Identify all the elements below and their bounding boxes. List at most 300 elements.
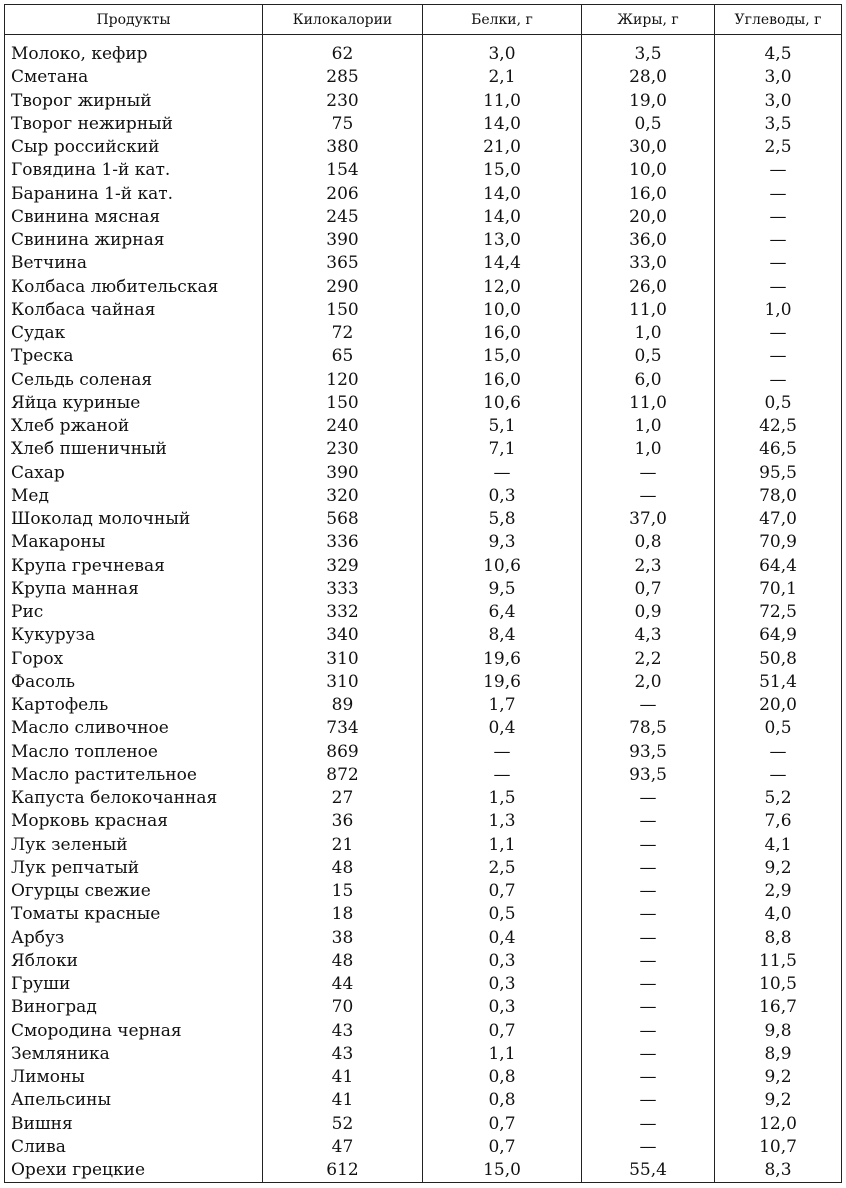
protein-value: 21,0: [423, 136, 582, 159]
carbs-value: —: [715, 741, 842, 764]
kcal-value: 320: [263, 485, 423, 508]
protein-value: 16,0: [423, 322, 582, 345]
kcal-value: 41: [263, 1089, 423, 1112]
table-row: [5, 810, 842, 833]
table-row: [5, 345, 842, 368]
kcal-value: 734: [263, 717, 423, 740]
protein-value: 7,1: [423, 438, 582, 461]
product-name: Горох: [5, 648, 263, 671]
protein-value: 3,0: [423, 35, 582, 67]
kcal-value: 75: [263, 113, 423, 136]
kcal-value: 310: [263, 671, 423, 694]
fat-value: 20,0: [582, 206, 715, 229]
table-row: [5, 415, 842, 438]
product-name: Творог нежирный: [5, 113, 263, 136]
product-name: Хлеб ржаной: [5, 415, 263, 438]
table-row: [5, 950, 842, 973]
table-row: [5, 857, 842, 880]
product-name: Масло сливочное: [5, 717, 263, 740]
carbs-value: 10,7: [715, 1136, 842, 1159]
product-name: Крупа гречневая: [5, 555, 263, 578]
carbs-value: 7,6: [715, 810, 842, 833]
product-name: Хлеб пшеничный: [5, 438, 263, 461]
protein-value: —: [423, 741, 582, 764]
carbs-value: 42,5: [715, 415, 842, 438]
protein-value: 9,3: [423, 531, 582, 554]
table-row: [5, 90, 842, 113]
table-row: [5, 601, 842, 624]
carbs-value: 95,5: [715, 462, 842, 485]
product-name: Апельсины: [5, 1089, 263, 1112]
protein-value: 0,7: [423, 1136, 582, 1159]
kcal-value: 568: [263, 508, 423, 531]
carbs-value: —: [715, 252, 842, 275]
table-row: [5, 555, 842, 578]
fat-value: 0,9: [582, 601, 715, 624]
product-name: Колбаса чайная: [5, 299, 263, 322]
protein-value: 13,0: [423, 229, 582, 252]
kcal-value: 329: [263, 555, 423, 578]
carbs-value: —: [715, 183, 842, 206]
table-header: [5, 5, 842, 35]
product-name: Смородина черная: [5, 1020, 263, 1043]
table-row: [5, 903, 842, 926]
carbs-value: 46,5: [715, 438, 842, 461]
table-row: [5, 299, 842, 322]
protein-value: —: [423, 462, 582, 485]
kcal-value: 333: [263, 578, 423, 601]
table-row: [5, 1089, 842, 1112]
product-name: Сельдь соленая: [5, 369, 263, 392]
fat-value: —: [582, 787, 715, 810]
product-name: Яйца куриные: [5, 392, 263, 415]
table-row: [5, 1159, 842, 1183]
kcal-value: 65: [263, 345, 423, 368]
carbs-value: —: [715, 764, 842, 787]
fat-value: 0,7: [582, 578, 715, 601]
protein-value: 15,0: [423, 345, 582, 368]
kcal-value: 154: [263, 159, 423, 182]
kcal-value: 44: [263, 973, 423, 996]
kcal-value: 380: [263, 136, 423, 159]
product-name: Виноград: [5, 996, 263, 1019]
kcal-value: 70: [263, 996, 423, 1019]
product-name: Сахар: [5, 462, 263, 485]
kcal-value: 27: [263, 787, 423, 810]
protein-value: 14,0: [423, 113, 582, 136]
protein-value: 11,0: [423, 90, 582, 113]
fat-value: —: [582, 973, 715, 996]
table-row: [5, 1043, 842, 1066]
fat-value: 33,0: [582, 252, 715, 275]
fat-value: 10,0: [582, 159, 715, 182]
product-name: Мед: [5, 485, 263, 508]
carbs-value: 3,0: [715, 90, 842, 113]
table-row: [5, 741, 842, 764]
fat-value: 28,0: [582, 66, 715, 89]
fat-value: 2,0: [582, 671, 715, 694]
protein-value: 14,0: [423, 183, 582, 206]
carbs-value: —: [715, 345, 842, 368]
fat-value: —: [582, 996, 715, 1019]
kcal-value: 336: [263, 531, 423, 554]
table-row: [5, 834, 842, 857]
carbs-value: 47,0: [715, 508, 842, 531]
table-row: [5, 996, 842, 1019]
protein-value: 0,8: [423, 1089, 582, 1112]
carbs-value: 9,2: [715, 1089, 842, 1112]
kcal-value: 62: [263, 35, 423, 67]
product-name: Лук репчатый: [5, 857, 263, 880]
fat-value: 36,0: [582, 229, 715, 252]
fat-value: 1,0: [582, 322, 715, 345]
kcal-value: 150: [263, 299, 423, 322]
protein-value: 19,6: [423, 648, 582, 671]
table-row: [5, 671, 842, 694]
table-row: [5, 392, 842, 415]
product-name: Говядина 1-й кат.: [5, 159, 263, 182]
table-row: [5, 694, 842, 717]
protein-value: 8,4: [423, 624, 582, 647]
product-name: Макароны: [5, 531, 263, 554]
carbs-value: 11,5: [715, 950, 842, 973]
protein-value: 10,6: [423, 392, 582, 415]
product-name: Молоко, кефир: [5, 35, 263, 67]
protein-value: 0,7: [423, 880, 582, 903]
kcal-value: 290: [263, 276, 423, 299]
carbs-value: 8,9: [715, 1043, 842, 1066]
fat-value: 0,5: [582, 345, 715, 368]
kcal-value: 120: [263, 369, 423, 392]
product-name: Шоколад молочный: [5, 508, 263, 531]
fat-value: —: [582, 810, 715, 833]
column-header-carbs: Углеводы, г: [715, 5, 842, 35]
carbs-value: 9,8: [715, 1020, 842, 1043]
fat-value: 6,0: [582, 369, 715, 392]
table-row: [5, 531, 842, 554]
kcal-value: 89: [263, 694, 423, 717]
product-name: Треска: [5, 345, 263, 368]
product-name: Творог жирный: [5, 90, 263, 113]
kcal-value: 72: [263, 322, 423, 345]
product-name: Сметана: [5, 66, 263, 89]
fat-value: 2,3: [582, 555, 715, 578]
table-row: [5, 276, 842, 299]
product-name: Земляника: [5, 1043, 263, 1066]
product-name: Морковь красная: [5, 810, 263, 833]
kcal-value: 365: [263, 252, 423, 275]
fat-value: 11,0: [582, 299, 715, 322]
carbs-value: 20,0: [715, 694, 842, 717]
carbs-value: 5,2: [715, 787, 842, 810]
product-name: Груши: [5, 973, 263, 996]
fat-value: —: [582, 950, 715, 973]
kcal-value: 340: [263, 624, 423, 647]
product-name: Яблоки: [5, 950, 263, 973]
kcal-value: 332: [263, 601, 423, 624]
carbs-value: 10,5: [715, 973, 842, 996]
table-row: [5, 787, 842, 810]
column-header-kcal: Килокалории: [263, 5, 423, 35]
table-row: [5, 113, 842, 136]
fat-value: —: [582, 1066, 715, 1089]
carbs-value: —: [715, 322, 842, 345]
fat-value: 55,4: [582, 1159, 715, 1183]
kcal-value: 240: [263, 415, 423, 438]
kcal-value: 38: [263, 927, 423, 950]
table-row: [5, 880, 842, 903]
carbs-value: 51,4: [715, 671, 842, 694]
fat-value: —: [582, 1043, 715, 1066]
carbs-value: 1,0: [715, 299, 842, 322]
table-row: [5, 35, 842, 67]
table-row: [5, 1113, 842, 1136]
kcal-value: 245: [263, 206, 423, 229]
table-row: [5, 973, 842, 996]
product-name: Колбаса любительская: [5, 276, 263, 299]
protein-value: 0,3: [423, 973, 582, 996]
protein-value: 5,1: [423, 415, 582, 438]
protein-value: 10,0: [423, 299, 582, 322]
carbs-value: —: [715, 206, 842, 229]
protein-value: 1,7: [423, 694, 582, 717]
fat-value: 3,5: [582, 35, 715, 67]
table-row: [5, 462, 842, 485]
kcal-value: 21: [263, 834, 423, 857]
protein-value: 6,4: [423, 601, 582, 624]
protein-value: 1,1: [423, 834, 582, 857]
fat-value: —: [582, 834, 715, 857]
protein-value: 5,8: [423, 508, 582, 531]
fat-value: —: [582, 462, 715, 485]
product-name: Лук зеленый: [5, 834, 263, 857]
protein-value: 0,4: [423, 717, 582, 740]
protein-value: 15,0: [423, 159, 582, 182]
kcal-value: 47: [263, 1136, 423, 1159]
protein-value: 19,6: [423, 671, 582, 694]
product-name: Крупа манная: [5, 578, 263, 601]
protein-value: 2,5: [423, 857, 582, 880]
table-row: [5, 369, 842, 392]
carbs-value: 3,0: [715, 66, 842, 89]
table-row: [5, 229, 842, 252]
kcal-value: 52: [263, 1113, 423, 1136]
product-name: Вишня: [5, 1113, 263, 1136]
kcal-value: 872: [263, 764, 423, 787]
fat-value: —: [582, 903, 715, 926]
table-row: [5, 717, 842, 740]
fat-value: 78,5: [582, 717, 715, 740]
carbs-value: 50,8: [715, 648, 842, 671]
protein-value: 0,5: [423, 903, 582, 926]
product-name: Картофель: [5, 694, 263, 717]
product-name: Лимоны: [5, 1066, 263, 1089]
carbs-value: 2,9: [715, 880, 842, 903]
table-row: [5, 485, 842, 508]
product-name: Кукуруза: [5, 624, 263, 647]
table-row: [5, 1020, 842, 1043]
carbs-value: 64,4: [715, 555, 842, 578]
table-row: [5, 252, 842, 275]
product-name: Томаты красные: [5, 903, 263, 926]
kcal-value: 390: [263, 462, 423, 485]
carbs-value: 9,2: [715, 857, 842, 880]
table-row: [5, 322, 842, 345]
kcal-value: 18: [263, 903, 423, 926]
kcal-value: 43: [263, 1043, 423, 1066]
column-header-products: Продукты: [5, 5, 263, 35]
fat-value: 11,0: [582, 392, 715, 415]
product-name: Свинина жирная: [5, 229, 263, 252]
carbs-value: 2,5: [715, 136, 842, 159]
kcal-value: 15: [263, 880, 423, 903]
kcal-value: 285: [263, 66, 423, 89]
product-name: Масло топленое: [5, 741, 263, 764]
fat-value: 16,0: [582, 183, 715, 206]
kcal-value: 36: [263, 810, 423, 833]
carbs-value: —: [715, 369, 842, 392]
protein-value: 0,3: [423, 950, 582, 973]
carbs-value: —: [715, 229, 842, 252]
product-name: Сыр российский: [5, 136, 263, 159]
table-row: [5, 648, 842, 671]
table-row: [5, 183, 842, 206]
table-body: [5, 35, 842, 1183]
carbs-value: 70,1: [715, 578, 842, 601]
carbs-value: 4,0: [715, 903, 842, 926]
protein-value: 14,0: [423, 206, 582, 229]
table-row: [5, 438, 842, 461]
table-row: [5, 508, 842, 531]
table-row: [5, 624, 842, 647]
table-row: [5, 927, 842, 950]
carbs-value: 78,0: [715, 485, 842, 508]
header-row: [5, 5, 842, 35]
fat-value: 93,5: [582, 741, 715, 764]
protein-value: —: [423, 764, 582, 787]
fat-value: —: [582, 485, 715, 508]
kcal-value: 43: [263, 1020, 423, 1043]
table-row: [5, 206, 842, 229]
product-name: Рис: [5, 601, 263, 624]
carbs-value: 9,2: [715, 1066, 842, 1089]
kcal-value: 48: [263, 857, 423, 880]
fat-value: —: [582, 694, 715, 717]
fat-value: 0,5: [582, 113, 715, 136]
protein-value: 9,5: [423, 578, 582, 601]
table-row: [5, 578, 842, 601]
carbs-value: 70,9: [715, 531, 842, 554]
product-name: Огурцы свежие: [5, 880, 263, 903]
column-header-protein: Белки, г: [423, 5, 582, 35]
table-row: [5, 1136, 842, 1159]
product-name: Свинина мясная: [5, 206, 263, 229]
protein-value: 10,6: [423, 555, 582, 578]
table-row: [5, 764, 842, 787]
carbs-value: 4,1: [715, 834, 842, 857]
kcal-value: 48: [263, 950, 423, 973]
protein-value: 0,8: [423, 1066, 582, 1089]
fat-value: 30,0: [582, 136, 715, 159]
protein-value: 15,0: [423, 1159, 582, 1183]
carbs-value: 0,5: [715, 717, 842, 740]
carbs-value: 16,7: [715, 996, 842, 1019]
product-name: Ветчина: [5, 252, 263, 275]
kcal-value: 230: [263, 438, 423, 461]
product-name: Фасоль: [5, 671, 263, 694]
product-name: Масло растительное: [5, 764, 263, 787]
fat-value: 26,0: [582, 276, 715, 299]
fat-value: —: [582, 1136, 715, 1159]
table-row: [5, 1066, 842, 1089]
protein-value: 1,3: [423, 810, 582, 833]
protein-value: 0,7: [423, 1020, 582, 1043]
product-name: Арбуз: [5, 927, 263, 950]
nutrition-table: [4, 4, 842, 1183]
fat-value: —: [582, 1113, 715, 1136]
protein-value: 1,1: [423, 1043, 582, 1066]
fat-value: 93,5: [582, 764, 715, 787]
fat-value: —: [582, 1020, 715, 1043]
fat-value: 2,2: [582, 648, 715, 671]
fat-value: 1,0: [582, 415, 715, 438]
fat-value: —: [582, 1089, 715, 1112]
carbs-value: 3,5: [715, 113, 842, 136]
protein-value: 1,5: [423, 787, 582, 810]
protein-value: 12,0: [423, 276, 582, 299]
carbs-value: —: [715, 276, 842, 299]
fat-value: —: [582, 927, 715, 950]
carbs-value: 64,9: [715, 624, 842, 647]
table-row: [5, 136, 842, 159]
carbs-value: 12,0: [715, 1113, 842, 1136]
product-name: Орехи грецкие: [5, 1159, 263, 1183]
product-name: Капуста белокочанная: [5, 787, 263, 810]
kcal-value: 869: [263, 741, 423, 764]
carbs-value: —: [715, 159, 842, 182]
fat-value: —: [582, 857, 715, 880]
protein-value: 0,4: [423, 927, 582, 950]
carbs-value: 4,5: [715, 35, 842, 67]
column-header-fat: Жиры, г: [582, 5, 715, 35]
carbs-value: 8,8: [715, 927, 842, 950]
table-row: [5, 159, 842, 182]
fat-value: 37,0: [582, 508, 715, 531]
fat-value: 0,8: [582, 531, 715, 554]
kcal-value: 41: [263, 1066, 423, 1089]
fat-value: 1,0: [582, 438, 715, 461]
carbs-value: 8,3: [715, 1159, 842, 1183]
product-name: Слива: [5, 1136, 263, 1159]
protein-value: 14,4: [423, 252, 582, 275]
kcal-value: 206: [263, 183, 423, 206]
protein-value: 0,3: [423, 485, 582, 508]
protein-value: 0,3: [423, 996, 582, 1019]
fat-value: —: [582, 880, 715, 903]
product-name: Судак: [5, 322, 263, 345]
carbs-value: 72,5: [715, 601, 842, 624]
protein-value: 0,7: [423, 1113, 582, 1136]
table-row: [5, 66, 842, 89]
kcal-value: 390: [263, 229, 423, 252]
fat-value: 19,0: [582, 90, 715, 113]
kcal-value: 310: [263, 648, 423, 671]
fat-value: 4,3: [582, 624, 715, 647]
kcal-value: 150: [263, 392, 423, 415]
carbs-value: 0,5: [715, 392, 842, 415]
kcal-value: 612: [263, 1159, 423, 1183]
protein-value: 16,0: [423, 369, 582, 392]
